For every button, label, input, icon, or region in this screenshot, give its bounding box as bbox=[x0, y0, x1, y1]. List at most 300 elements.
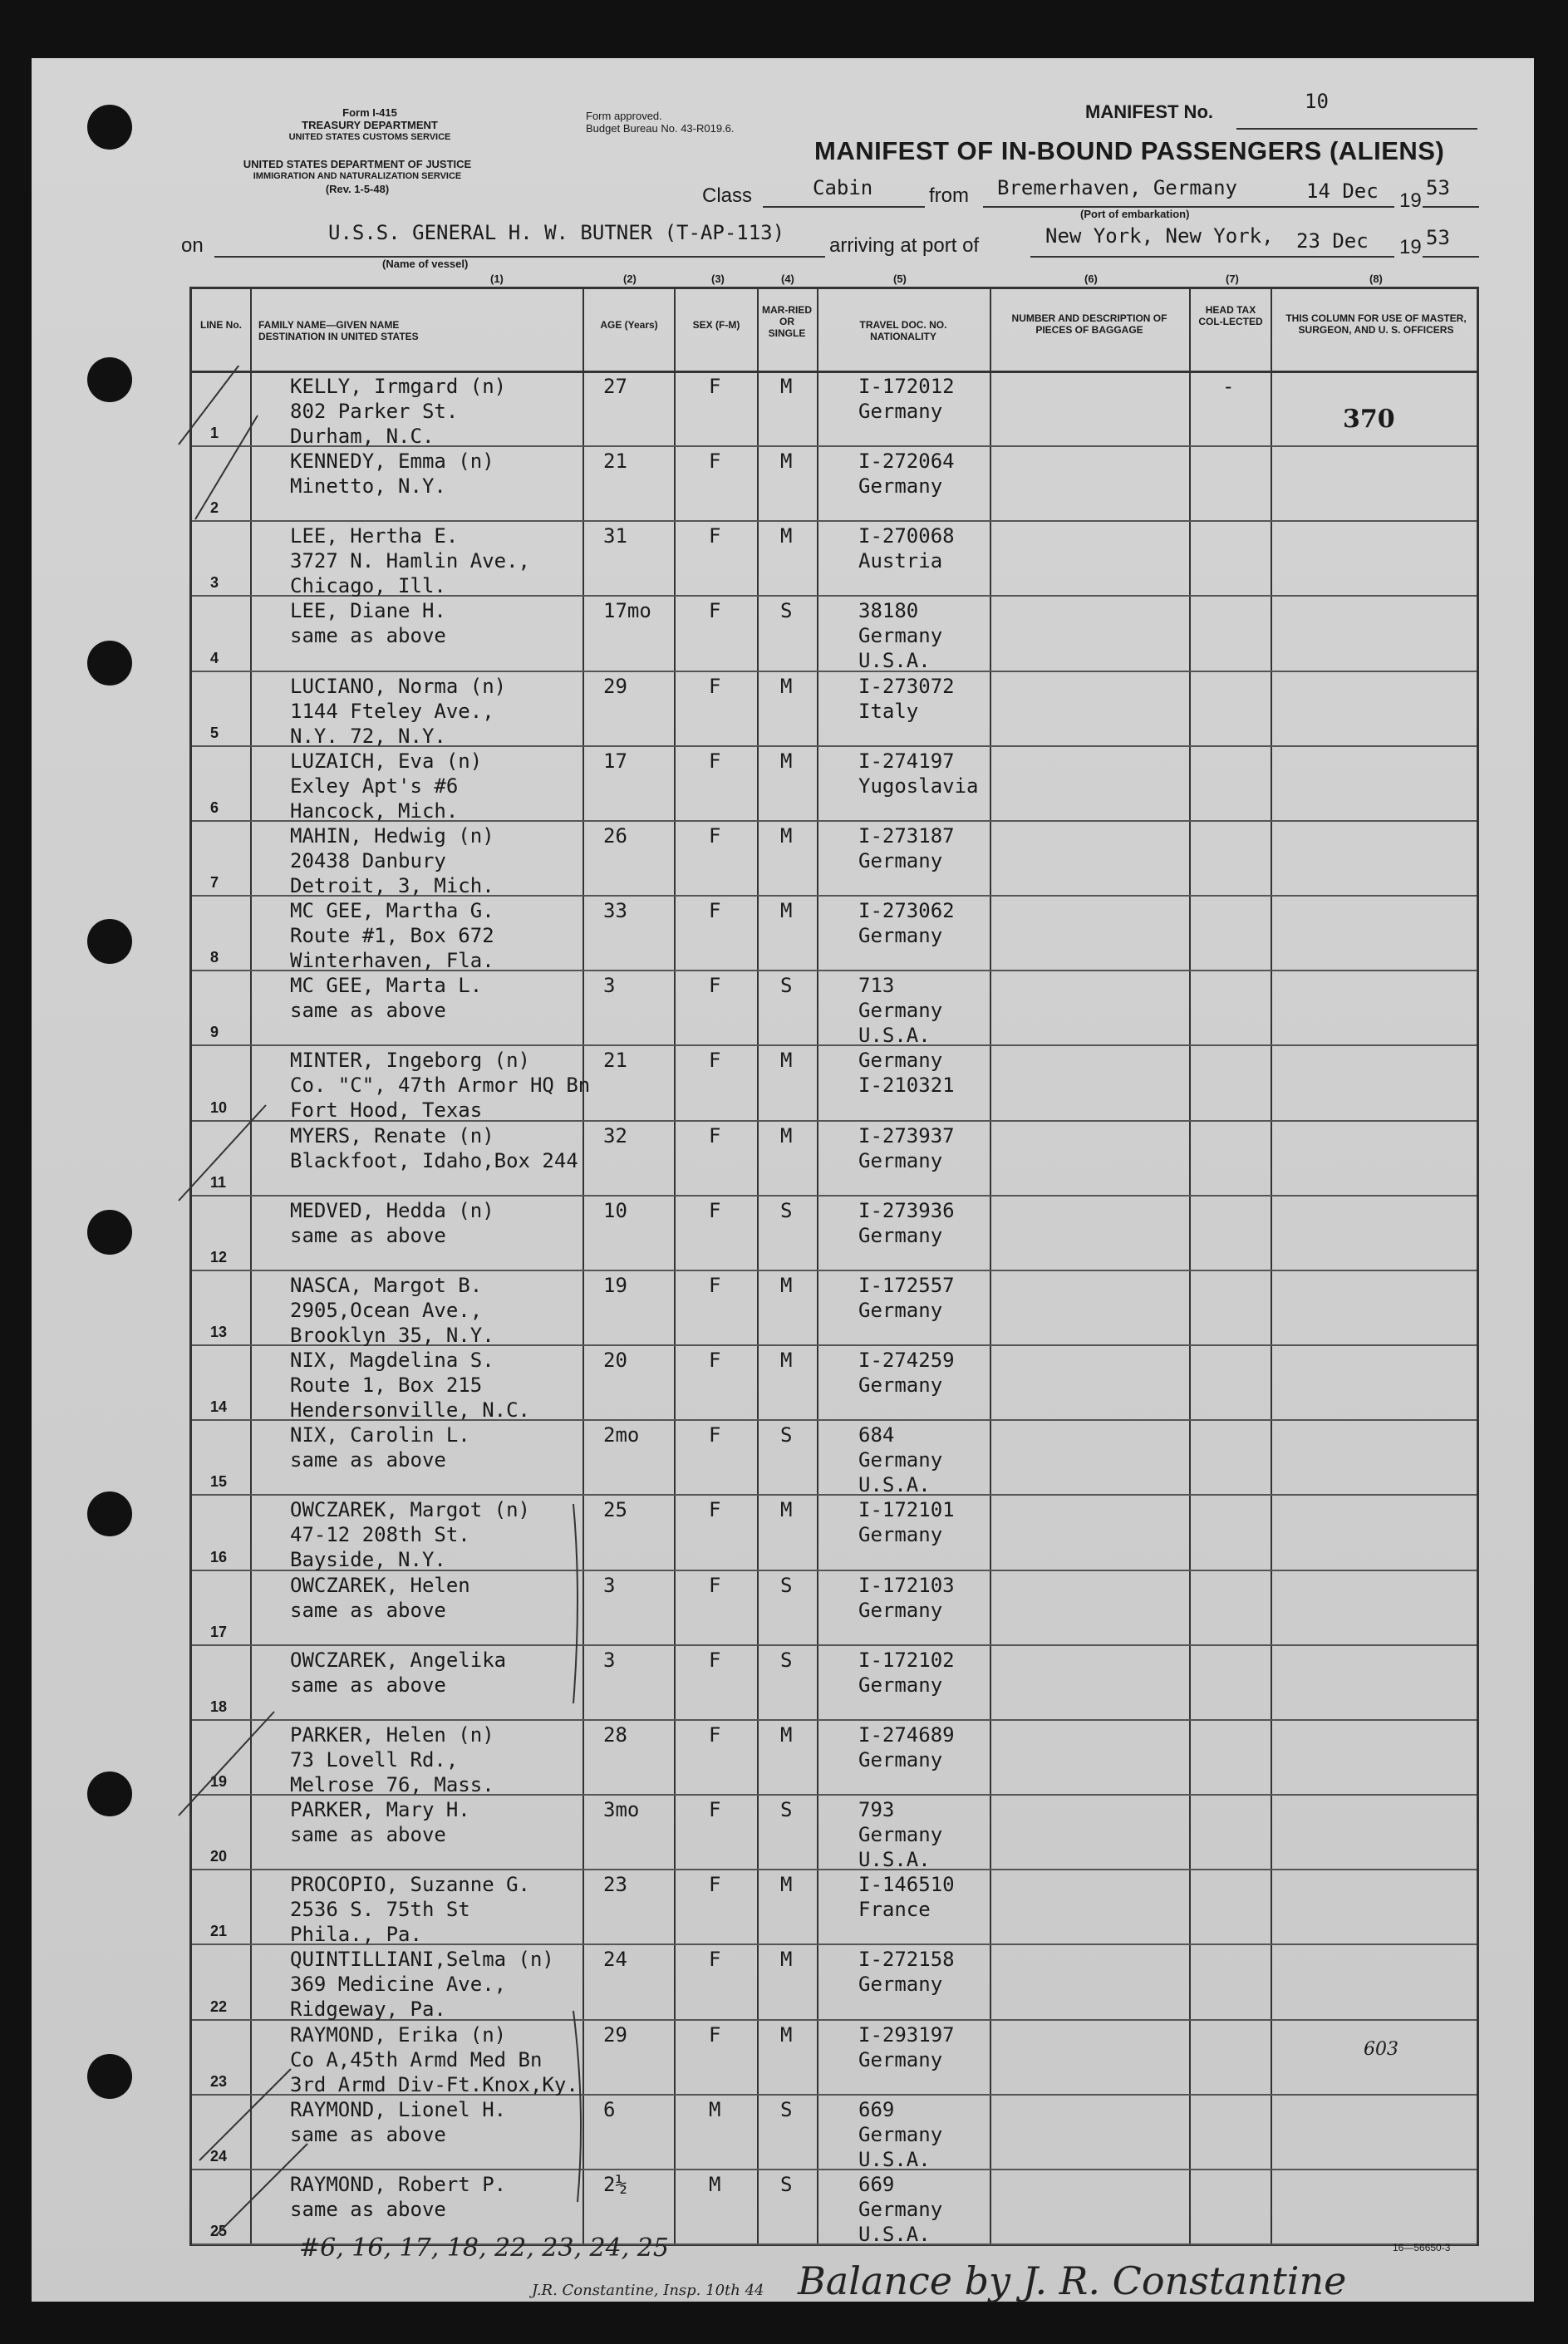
passenger-name: LEE, Diane H. bbox=[290, 599, 446, 623]
nationality: Germany bbox=[858, 2197, 943, 2221]
destination-line: same as above bbox=[290, 999, 446, 1023]
age-cell: 3 bbox=[603, 1648, 616, 1672]
travel-doc-number: 669 bbox=[858, 2097, 895, 2121]
passenger-name-destination bbox=[290, 1048, 590, 1123]
col-number-6: (6) bbox=[1084, 273, 1098, 285]
binder-hole bbox=[87, 919, 132, 964]
officer-note: 603 bbox=[1364, 2038, 1398, 2060]
footer-inspector-signature: J.R. Constantine, Insp. 10th 44 bbox=[532, 2282, 764, 2299]
sex-cell: F bbox=[709, 1273, 721, 1297]
destination-line: Hancock, Mich. bbox=[290, 799, 459, 823]
line-number: 6 bbox=[210, 799, 219, 816]
arrival-port: New York, New York, bbox=[1045, 224, 1274, 248]
header-line-no: LINE No. bbox=[200, 319, 242, 331]
table-row bbox=[192, 1944, 1477, 2020]
destination-line: Co. "C", 47th Armor HQ Bn bbox=[290, 1074, 591, 1098]
passenger-table bbox=[189, 287, 1479, 2246]
nationality: Germany bbox=[858, 1448, 943, 1472]
header-age: AGE (Years) bbox=[600, 319, 658, 331]
form-approval bbox=[586, 110, 735, 135]
check-mark bbox=[179, 1105, 266, 1201]
destination-line: same as above bbox=[290, 1823, 446, 1847]
travel-doc-nationality bbox=[858, 1722, 955, 1772]
travel-doc-nationality bbox=[858, 1123, 955, 1173]
class-label: Class bbox=[702, 184, 753, 207]
travel-doc-nationality bbox=[858, 1573, 955, 1623]
check-marks bbox=[166, 366, 332, 2252]
line-number: 16 bbox=[210, 1548, 228, 1565]
bracket-line bbox=[573, 1504, 578, 1703]
travel-doc-nationality bbox=[858, 674, 955, 724]
age-cell: 17 bbox=[603, 749, 627, 773]
sex-cell: F bbox=[709, 1198, 721, 1222]
travel-doc-nationality bbox=[858, 898, 955, 948]
travel-doc-number: I-272064 bbox=[858, 450, 955, 474]
footer-balance-signature: Balance by J. R. Constantine bbox=[798, 2258, 1347, 2303]
binder-hole bbox=[87, 1491, 132, 1536]
header-name: FAMILY NAME—GIVEN NAME DESTINATION IN UNITED STATES bbox=[258, 319, 419, 342]
manifest-no-field bbox=[1236, 116, 1477, 130]
marital-cell: M bbox=[780, 1948, 793, 1972]
destination-line: 3rd Armd Div-Ft.Knox,Ky. bbox=[290, 2072, 578, 2096]
travel-doc-number: I-172103 bbox=[858, 1573, 955, 1597]
check-mark bbox=[179, 366, 258, 445]
destination-line: Detroit, 3, Mich. bbox=[290, 873, 494, 897]
col-number-4: (4) bbox=[781, 273, 794, 285]
year2-prefix: 19 bbox=[1399, 236, 1422, 258]
bracket-line bbox=[573, 2011, 581, 2202]
marital-cell: M bbox=[780, 1498, 793, 1522]
line-number: 11 bbox=[210, 1173, 227, 1191]
form-header-justice bbox=[162, 158, 553, 195]
passenger-name: MAHIN, Hedwig (n) bbox=[290, 823, 494, 848]
travel-doc-number: I-293197 bbox=[858, 2022, 955, 2047]
marital-cell: M bbox=[780, 1722, 793, 1747]
table-row bbox=[192, 1869, 1477, 1945]
header-baggage: NUMBER AND DESCRIPTION OF PIECES OF BAGGAGE bbox=[1011, 312, 1167, 336]
year1-field bbox=[1423, 199, 1479, 208]
nationality: Italy bbox=[858, 699, 919, 723]
destination-line: Fort Hood, Texas bbox=[290, 1098, 483, 1123]
arriving-label: arriving at port of bbox=[829, 234, 980, 257]
line-number: 15 bbox=[210, 1473, 228, 1491]
line-number: 18 bbox=[210, 1698, 228, 1715]
destination-line: same as above bbox=[290, 1598, 446, 1622]
destination-line: Co A,45th Armd Med Bn bbox=[290, 2047, 543, 2071]
passenger-name: OWCZAREK, Helen bbox=[290, 1573, 470, 1597]
destination-line: 20438 Danbury bbox=[290, 848, 446, 872]
line-number: 2 bbox=[210, 499, 219, 517]
destination-line: Route #1, Box 672 bbox=[290, 924, 494, 948]
vessel-caption: (Name of vessel) bbox=[382, 258, 469, 270]
nationality: Germany bbox=[858, 1598, 943, 1622]
table-row bbox=[192, 1644, 1477, 1721]
marital-cell: M bbox=[780, 1123, 793, 1147]
nationality: Germany bbox=[858, 624, 943, 648]
destination-line: 802 Parker St. bbox=[290, 400, 459, 423]
manifest-no-label: MANIFEST No. bbox=[1085, 101, 1213, 122]
header-officers: THIS COLUMN FOR USE OF MASTER, SURGEON, AND U. S. OFFICERS bbox=[1285, 312, 1467, 336]
col-number-2: (2) bbox=[623, 273, 637, 285]
passenger-name: QUINTILLIANI,Selma (n) bbox=[290, 1948, 554, 1972]
table-row bbox=[192, 1794, 1477, 1870]
sex-cell: F bbox=[709, 749, 721, 773]
passenger-name: RAYMOND, Robert P. bbox=[290, 2172, 507, 2196]
year2-field bbox=[1423, 249, 1479, 258]
line-number: 24 bbox=[210, 2147, 228, 2165]
nationality: Germany bbox=[858, 999, 943, 1023]
travel-doc-number: I-273062 bbox=[858, 899, 955, 923]
destination-line: 369 Medicine Ave., bbox=[290, 1973, 507, 1997]
age-cell: 29 bbox=[603, 2022, 627, 2047]
nationality: Germany bbox=[858, 1523, 943, 1547]
destination-line: Hendersonville, N.C. bbox=[290, 1398, 530, 1423]
sex-cell: F bbox=[709, 1573, 721, 1597]
line-number: 10 bbox=[210, 1098, 228, 1116]
passenger-name: MYERS, Renate (n) bbox=[290, 1123, 494, 1147]
destination-line: Durham, N.C. bbox=[290, 425, 435, 448]
age-cell: 33 bbox=[603, 899, 627, 923]
travel-doc-nationality bbox=[858, 2022, 955, 2072]
binder-hole bbox=[87, 641, 132, 686]
check-mark bbox=[216, 2144, 307, 2235]
line-number: 13 bbox=[210, 1324, 228, 1341]
nationality: Austria bbox=[858, 549, 943, 573]
nationality: Germany bbox=[858, 1298, 943, 1322]
table-row bbox=[192, 595, 1477, 671]
marital-cell: M bbox=[780, 749, 793, 773]
marital-cell: S bbox=[780, 1798, 793, 1822]
passenger-name: LEE, Hertha E. bbox=[290, 524, 459, 548]
nationality: U.S.A. bbox=[858, 1024, 931, 1048]
age-cell: 23 bbox=[603, 1873, 627, 1897]
nationality: France bbox=[858, 1898, 931, 1922]
line-number: 22 bbox=[210, 1998, 228, 2015]
line-number: 12 bbox=[210, 1248, 228, 1265]
travel-doc-number: I-274689 bbox=[858, 1722, 955, 1747]
sex-cell: F bbox=[709, 899, 721, 923]
sex-cell: F bbox=[709, 375, 721, 398]
table-row bbox=[192, 820, 1477, 897]
manifest-no-value: 10 bbox=[1305, 90, 1329, 113]
marital-cell: M bbox=[780, 524, 793, 548]
line-number: 21 bbox=[210, 1923, 228, 1940]
passenger-name: MC GEE, Martha G. bbox=[290, 899, 494, 923]
travel-doc-nationality bbox=[858, 823, 955, 873]
embarkation-caption: (Port of embarkation) bbox=[1080, 208, 1190, 220]
age-cell: 3mo bbox=[603, 1798, 640, 1822]
line-number: 3 bbox=[210, 574, 219, 592]
sex-cell: M bbox=[709, 2097, 721, 2121]
marital-cell: S bbox=[780, 599, 793, 623]
passenger-name: MINTER, Ingeborg (n) bbox=[290, 1049, 530, 1073]
travel-doc-number: I-273936 bbox=[858, 1198, 955, 1222]
age-cell: 25 bbox=[603, 1498, 627, 1522]
nationality: Germany bbox=[858, 1148, 943, 1172]
travel-doc-number: 669 bbox=[858, 2172, 895, 2196]
form-approved: Form approved. bbox=[586, 110, 662, 122]
travel-doc-nationality bbox=[858, 749, 979, 799]
passenger-name: LUZAICH, Eva (n) bbox=[290, 749, 483, 773]
travel-doc-nationality bbox=[858, 1273, 955, 1323]
destination-line: Phila., Pa. bbox=[290, 1923, 422, 1947]
col-number-7: (7) bbox=[1226, 273, 1239, 285]
year1-value: 53 bbox=[1426, 176, 1450, 199]
bracket-marks bbox=[557, 1496, 607, 2210]
passenger-name: KELLY, Irmgard (n) bbox=[290, 375, 507, 398]
form-dept: TREASURY DEPARTMENT bbox=[302, 119, 438, 131]
age-cell: 20 bbox=[603, 1349, 627, 1373]
passenger-name: PROCOPIO, Suzanne G. bbox=[290, 1873, 530, 1897]
destination-line: same as above bbox=[290, 1448, 446, 1472]
table-row bbox=[192, 1570, 1477, 1646]
travel-doc-number: I-172102 bbox=[858, 1648, 955, 1672]
travel-doc-nationality bbox=[858, 1048, 955, 1098]
passenger-name: PARKER, Helen (n) bbox=[290, 1722, 494, 1747]
age-cell: 29 bbox=[603, 674, 627, 698]
passenger-name: LUCIANO, Norma (n) bbox=[290, 674, 507, 698]
age-cell: 3 bbox=[603, 974, 616, 998]
header-sex: SEX (F-M) bbox=[692, 319, 740, 331]
footer-line-numbers-note: #6, 16, 17, 18, 22, 23, 24, 25 bbox=[299, 2233, 669, 2263]
col-number-3: (3) bbox=[711, 273, 725, 285]
binder-hole bbox=[87, 2054, 132, 2099]
destination-line: 2905,Ocean Ave., bbox=[290, 1298, 483, 1322]
table-row bbox=[192, 1719, 1477, 1796]
travel-doc-nationality bbox=[858, 523, 955, 573]
sex-cell: M bbox=[709, 2172, 721, 2196]
destination-line: same as above bbox=[290, 1223, 446, 1247]
form-budget: Budget Bureau No. 43-R019.6. bbox=[586, 122, 735, 135]
destination-line: Bayside, N.Y. bbox=[290, 1548, 446, 1572]
marital-cell: S bbox=[780, 2097, 793, 2121]
marital-cell: M bbox=[780, 1349, 793, 1373]
destination-line: 1144 Fteley Ave., bbox=[290, 699, 494, 723]
on-label: on bbox=[181, 234, 204, 257]
sex-cell: F bbox=[709, 1498, 721, 1522]
passenger-name: NIX, Magdelina S. bbox=[290, 1349, 494, 1373]
travel-doc-number: I-270068 bbox=[858, 524, 955, 548]
passenger-name: KENNEDY, Emma (n) bbox=[290, 450, 494, 474]
destination-line: Chicago, Ill. bbox=[290, 574, 446, 598]
age-cell: 17mo bbox=[603, 599, 651, 623]
header-married: MAR-RIED OR SINGLE bbox=[762, 304, 812, 339]
class-field bbox=[763, 199, 925, 208]
line-number: 25 bbox=[210, 2222, 228, 2239]
nationality: U.S.A. bbox=[858, 649, 931, 673]
table-row bbox=[192, 1195, 1477, 1271]
travel-doc-number: I-146510 bbox=[858, 1873, 955, 1897]
nationality: Germany bbox=[858, 1673, 943, 1697]
vessel-value: U.S.S. GENERAL H. W. BUTNER (T-AP-113) bbox=[328, 221, 785, 244]
vessel-field bbox=[214, 249, 825, 258]
age-cell: 31 bbox=[603, 524, 627, 548]
table-row bbox=[192, 520, 1477, 597]
age-cell: 21 bbox=[603, 1049, 627, 1073]
destination-line: 2536 S. 75th St bbox=[290, 1898, 470, 1922]
table-row bbox=[192, 2094, 1477, 2170]
class-value: Cabin bbox=[813, 176, 873, 199]
sex-cell: F bbox=[709, 1722, 721, 1747]
travel-doc-nationality bbox=[858, 1947, 955, 1997]
travel-doc-nationality bbox=[858, 1872, 955, 1922]
year2-value: 53 bbox=[1426, 226, 1450, 249]
travel-doc-number: I-273072 bbox=[858, 674, 955, 698]
table-row bbox=[192, 1044, 1477, 1121]
binder-hole bbox=[87, 1772, 132, 1816]
line-number: 19 bbox=[210, 1773, 228, 1791]
travel-doc-nationality bbox=[858, 1497, 955, 1547]
nationality: Germany bbox=[858, 1823, 943, 1847]
destination-line: same as above bbox=[290, 1673, 446, 1697]
line-number: 4 bbox=[210, 649, 219, 666]
destination-line: same as above bbox=[290, 2197, 446, 2221]
age-cell: 21 bbox=[603, 450, 627, 474]
binder-hole bbox=[87, 1210, 132, 1255]
nationality: Germany bbox=[858, 1373, 943, 1398]
table-row bbox=[192, 745, 1477, 822]
sex-cell: F bbox=[709, 599, 721, 623]
destination-line: Exley Apt's #6 bbox=[290, 774, 459, 798]
travel-doc-nationality bbox=[858, 374, 955, 424]
nationality: Germany bbox=[858, 2122, 943, 2146]
marital-cell: M bbox=[780, 1049, 793, 1073]
nationality: I-210321 bbox=[858, 1074, 955, 1098]
officer-note: 370 bbox=[1343, 405, 1395, 434]
from-value: Bremerhaven, Germany bbox=[997, 176, 1237, 199]
sex-cell: F bbox=[709, 1349, 721, 1373]
destination-line: Brooklyn 35, N.Y. bbox=[290, 1323, 494, 1347]
table-row bbox=[192, 970, 1477, 1046]
destination-line: N.Y. 72, N.Y. bbox=[290, 724, 446, 748]
travel-doc-nationality bbox=[858, 1797, 942, 1872]
age-cell: 26 bbox=[603, 823, 627, 848]
arrival-date: 23 Dec bbox=[1296, 229, 1369, 253]
travel-doc-nationality bbox=[858, 598, 942, 673]
travel-doc-nationality bbox=[858, 2097, 942, 2172]
destination-line: Ridgeway, Pa. bbox=[290, 1998, 446, 2022]
passenger-name: MEDVED, Hedda (n) bbox=[290, 1198, 494, 1222]
sex-cell: F bbox=[709, 450, 721, 474]
destination-line: 73 Lovell Rd., bbox=[290, 1747, 459, 1772]
marital-cell: S bbox=[780, 1648, 793, 1672]
passenger-name: RAYMOND, Lionel H. bbox=[290, 2097, 507, 2121]
form-header-left bbox=[174, 106, 565, 144]
destination-line: Winterhaven, Fla. bbox=[290, 949, 494, 973]
marital-cell: M bbox=[780, 674, 793, 698]
passenger-name: PARKER, Mary H. bbox=[290, 1798, 470, 1822]
table-row bbox=[192, 1270, 1477, 1346]
marital-cell: S bbox=[780, 1573, 793, 1597]
passenger-name-destination bbox=[290, 2022, 578, 2097]
age-cell: 3 bbox=[603, 1573, 616, 1597]
marital-cell: M bbox=[780, 1873, 793, 1897]
table-row bbox=[192, 895, 1477, 971]
form-service: UNITED STATES CUSTOMS SERVICE bbox=[288, 132, 451, 142]
form-number: Form I-415 bbox=[342, 106, 397, 119]
table-row bbox=[192, 371, 1477, 447]
line-number: 23 bbox=[210, 2072, 228, 2090]
line-number: 20 bbox=[210, 1848, 228, 1865]
binder-hole bbox=[87, 357, 132, 402]
nationality: Germany bbox=[858, 2047, 943, 2071]
marital-cell: S bbox=[780, 1198, 793, 1222]
table-row bbox=[192, 1419, 1477, 1496]
check-mark bbox=[199, 2069, 291, 2160]
travel-doc-number: I-172012 bbox=[858, 375, 955, 398]
nationality: Germany bbox=[858, 1223, 943, 1247]
line-number: 14 bbox=[210, 1398, 228, 1416]
travel-doc-number: I-172101 bbox=[858, 1498, 955, 1522]
age-cell: 2mo bbox=[603, 1423, 640, 1447]
age-cell: 27 bbox=[603, 375, 627, 398]
passenger-name: MC GEE, Marta L. bbox=[290, 974, 483, 998]
sex-cell: F bbox=[709, 1948, 721, 1972]
travel-doc-nationality bbox=[858, 449, 955, 499]
form-rev: (Rev. 1-5-48) bbox=[325, 183, 390, 195]
line-number: 9 bbox=[210, 1024, 219, 1041]
table-row bbox=[192, 2019, 1477, 2096]
travel-doc-nationality bbox=[858, 1348, 955, 1398]
sex-cell: F bbox=[709, 823, 721, 848]
check-mark bbox=[179, 1712, 274, 1816]
passenger-name: NASCA, Margot B. bbox=[290, 1273, 483, 1297]
sex-cell: F bbox=[709, 1123, 721, 1147]
sex-cell: F bbox=[709, 1798, 721, 1822]
travel-doc-number: I-172557 bbox=[858, 1273, 955, 1297]
line-number: 8 bbox=[210, 949, 219, 966]
travel-doc-number: 713 bbox=[858, 974, 895, 998]
nationality: U.S.A. bbox=[858, 2222, 931, 2246]
from-label: from bbox=[929, 184, 969, 207]
travel-doc-number: 38180 bbox=[858, 599, 919, 623]
age-cell: 10 bbox=[603, 1198, 627, 1222]
manifest-title: MANIFEST OF IN-BOUND PASSENGERS (ALIENS) bbox=[814, 136, 1445, 165]
footer-print-code: 16—56650-3 bbox=[1393, 2242, 1451, 2253]
marital-cell: M bbox=[780, 375, 793, 398]
sex-cell: F bbox=[709, 1049, 721, 1073]
table-row bbox=[192, 445, 1477, 522]
travel-doc-nationality bbox=[858, 1423, 942, 1497]
form-ins: IMMIGRATION AND NATURALIZATION SERVICE bbox=[253, 171, 462, 181]
passenger-name: NIX, Carolin L. bbox=[290, 1423, 470, 1447]
form-justice: UNITED STATES DEPARTMENT OF JUSTICE bbox=[243, 158, 472, 170]
nationality: Yugoslavia bbox=[858, 774, 979, 798]
travel-doc-nationality bbox=[858, 1648, 955, 1698]
travel-doc-number: I-273187 bbox=[858, 823, 955, 848]
age-cell: 2½ bbox=[603, 2172, 627, 2196]
age-cell: 32 bbox=[603, 1123, 627, 1147]
destination-line: Melrose 76, Mass. bbox=[290, 1772, 494, 1796]
travel-doc-nationality bbox=[858, 973, 942, 1048]
passenger-name: OWCZAREK, Angelika bbox=[290, 1648, 507, 1672]
travel-doc-number: Germany bbox=[858, 1049, 943, 1073]
line-number: 5 bbox=[210, 724, 219, 741]
travel-doc-number: 793 bbox=[858, 1798, 895, 1822]
passenger-name: OWCZAREK, Margot (n) bbox=[290, 1498, 530, 1522]
nationality: Germany bbox=[858, 474, 943, 499]
line-number: 17 bbox=[210, 1623, 228, 1640]
marital-cell: M bbox=[780, 1273, 793, 1297]
header-head-tax: HEAD TAX COL-LECTED bbox=[1198, 304, 1263, 327]
sex-cell: F bbox=[709, 524, 721, 548]
travel-doc-nationality bbox=[858, 2172, 942, 2247]
line-number: 7 bbox=[210, 874, 219, 892]
table-row bbox=[192, 1344, 1477, 1421]
destination-line: same as above bbox=[290, 2122, 446, 2146]
marital-cell: M bbox=[780, 2022, 793, 2047]
nationality: U.S.A. bbox=[858, 2147, 931, 2171]
